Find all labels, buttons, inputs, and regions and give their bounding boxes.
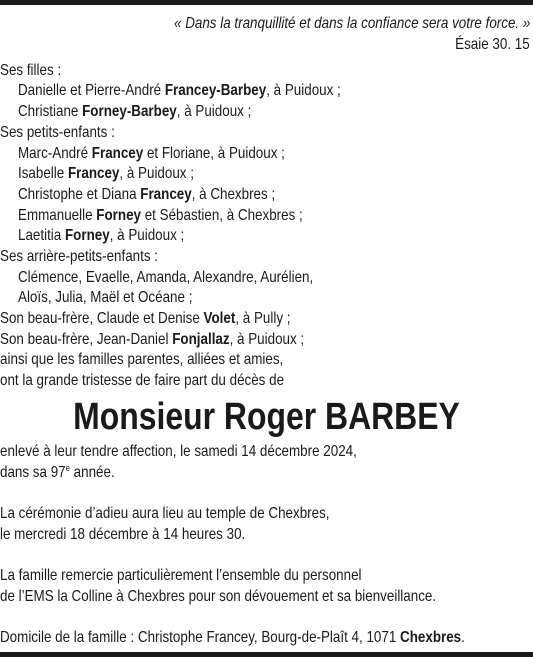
passing-line: enlevé à leur tendre affection, le samedi 14 décembre 2024, — [0, 443, 357, 460]
relatives-line: ainsi que les familles parentes, alliées et amies, — [0, 351, 284, 368]
grandchild-line: Emmanuelle Forney et Sébastien, à Chexbres ; — [18, 207, 303, 224]
bottom-rule — [0, 652, 533, 657]
thanks-line: La famille remercie particulièrement l’ensemble du personnel — [0, 567, 362, 584]
epigraph-quote: « Dans la tranquillité et dans la confiance sera votre force. » — [173, 15, 530, 32]
announcement-line: ont la grande tristesse de faire part du décès de — [0, 372, 285, 389]
grandchild-line: Christophe et Diana Francey, à Chexbres ; — [18, 186, 276, 203]
daughter-line: Christiane Forney-Barbey, à Puidoux ; — [18, 103, 252, 120]
epigraph-reference: Ésaie 30. 15 — [455, 36, 530, 53]
great-grandchildren-heading: Ses arrière-petits-enfants : — [0, 248, 159, 265]
grandchild-line: Marc-André Francey et Floriane, à Puidoux ; — [18, 145, 285, 162]
ceremony-line: le mercredi 18 décembre à 14 heures 30. — [0, 526, 246, 543]
ceremony-line: La cérémonie d’adieu aura lieu au temple de Chexbres, — [0, 505, 330, 522]
age-line: dans sa 97e année. — [0, 463, 115, 481]
family-address: Domicile de la famille : Christophe Francey, Bourg-de-Plaît 4, 1071 Chexbres. — [0, 629, 465, 646]
top-rule — [0, 0, 533, 5]
great-grandchildren-line: Aloïs, Julia, Maël et Océane ; — [18, 289, 193, 306]
daughter-line: Danielle et Pierre-André Francey-Barbey, à Puidoux ; — [18, 82, 341, 99]
daughters-heading: Ses filles : — [0, 62, 62, 79]
grandchildren-heading: Ses petits-enfants : — [0, 124, 115, 141]
grandchild-line: Laetitia Forney, à Puidoux ; — [18, 227, 185, 244]
brother-in-law-line: Son beau-frère, Jean-Daniel Fonjallaz, à Puidoux ; — [0, 331, 305, 348]
thanks-line: de l’EMS la Colline à Chexbres pour son dévouement et sa bienveillance. — [0, 588, 437, 605]
brother-in-law-line: Son beau-frère, Claude et Denise Volet, à Pully ; — [0, 310, 291, 327]
grandchild-line: Isabelle Francey, à Puidoux ; — [18, 165, 194, 182]
great-grandchildren-line: Clémence, Evaelle, Amanda, Alexandre, Aurélien, — [18, 269, 314, 286]
deceased-name: Monsieur Roger BARBEY — [73, 396, 460, 438]
